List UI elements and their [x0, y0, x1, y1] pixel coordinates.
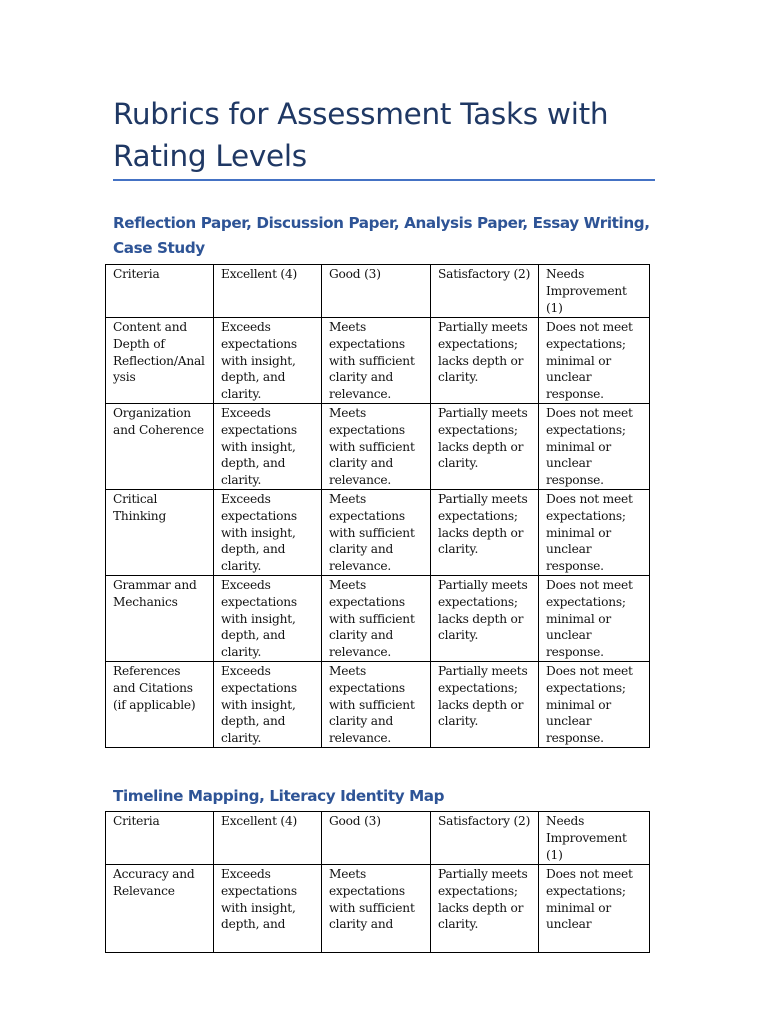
- column-header-needs-improvement: Needs Improvement (1): [539, 265, 650, 318]
- table-header-row: [106, 265, 650, 318]
- column-header-criteria: Criteria: [106, 812, 214, 865]
- table-row: [106, 661, 650, 747]
- good-cell: Meets expectations with sufficient clarity and relevance.: [322, 661, 431, 747]
- needs-improvement-cell: Does not meet expectations; minimal or unclear response.: [539, 318, 650, 404]
- table-row: [106, 865, 650, 953]
- good-cell: Meets expectations with sufficient clarity and relevance.: [322, 403, 431, 489]
- section-heading-timeline-mapping: Timeline Mapping, Literacy Identity Map: [113, 787, 445, 805]
- table-row: [106, 575, 650, 661]
- excellent-cell: Exceeds expectations with insight, depth, and clarity.: [214, 489, 322, 575]
- good-cell: Meets expectations with sufficient clarity and relevance.: [322, 489, 431, 575]
- column-header-satisfactory: Satisfactory (2): [431, 812, 539, 865]
- criteria-cell: Grammar and Mechanics: [106, 575, 214, 661]
- document-title: [113, 93, 658, 177]
- good-cell: Meets expectations with sufficient clarity and: [322, 865, 431, 953]
- criteria-cell: Accuracy and Relevance: [106, 865, 214, 953]
- criteria-cell: Content and Depth of Reflection/Analysis: [106, 318, 214, 404]
- satisfactory-cell: Partially meets expectations; lacks depth or clarity.: [431, 403, 539, 489]
- column-header-satisfactory: Satisfactory (2): [431, 265, 539, 318]
- column-header-criteria: Criteria: [106, 265, 214, 318]
- table-header-row: [106, 812, 650, 865]
- rubric-table-reflection-paper: [105, 264, 650, 748]
- table-row: [106, 489, 650, 575]
- excellent-cell: Exceeds expectations with insight, depth, and clarity.: [214, 403, 322, 489]
- section-heading-reflection-paper: Reflection Paper, Discussion Paper, Analysis Paper, Essay Writing, Case Study: [113, 214, 650, 257]
- needs-improvement-cell: Does not meet expectations; minimal or unclear: [539, 865, 650, 953]
- satisfactory-cell: Partially meets expectations; lacks depth or clarity.: [431, 489, 539, 575]
- needs-improvement-cell: Does not meet expectations; minimal or unclear response.: [539, 489, 650, 575]
- column-header-excellent: Excellent (4): [214, 265, 322, 318]
- column-header-good: Good (3): [322, 812, 431, 865]
- criteria-cell: Organization and Coherence: [106, 403, 214, 489]
- table-row: [106, 318, 650, 404]
- rubric-table-timeline-mapping: [105, 811, 650, 953]
- satisfactory-cell: Partially meets expectations; lacks depth or clarity.: [431, 865, 539, 953]
- title-line-1: Rubrics for Assessment Tasks with: [113, 97, 609, 131]
- title-line-2: Rating Levels: [113, 139, 307, 173]
- satisfactory-cell: Partially meets expectations; lacks depth or clarity.: [431, 318, 539, 404]
- needs-improvement-cell: Does not meet expectations; minimal or unclear response.: [539, 661, 650, 747]
- satisfactory-cell: Partially meets expectations; lacks depth or clarity.: [431, 575, 539, 661]
- needs-improvement-cell: Does not meet expectations; minimal or unclear response.: [539, 575, 650, 661]
- column-header-good: Good (3): [322, 265, 431, 318]
- needs-improvement-cell: Does not meet expectations; minimal or unclear response.: [539, 403, 650, 489]
- excellent-cell: Exceeds expectations with insight, depth, and clarity.: [214, 575, 322, 661]
- excellent-cell: Exceeds expectations with insight, depth, and clarity.: [214, 661, 322, 747]
- excellent-cell: Exceeds expectations with insight, depth, and: [214, 865, 322, 953]
- criteria-cell: Critical Thinking: [106, 489, 214, 575]
- criteria-cell: References and Citations (if applicable): [106, 661, 214, 747]
- column-header-needs-improvement: Needs Improvement (1): [539, 812, 650, 865]
- column-header-excellent: Excellent (4): [214, 812, 322, 865]
- satisfactory-cell: Partially meets expectations; lacks depth or clarity.: [431, 661, 539, 747]
- table-row: [106, 403, 650, 489]
- good-cell: Meets expectations with sufficient clarity and relevance.: [322, 575, 431, 661]
- title-underline: [113, 179, 655, 181]
- good-cell: Meets expectations with sufficient clarity and relevance.: [322, 318, 431, 404]
- excellent-cell: Exceeds expectations with insight, depth, and clarity.: [214, 318, 322, 404]
